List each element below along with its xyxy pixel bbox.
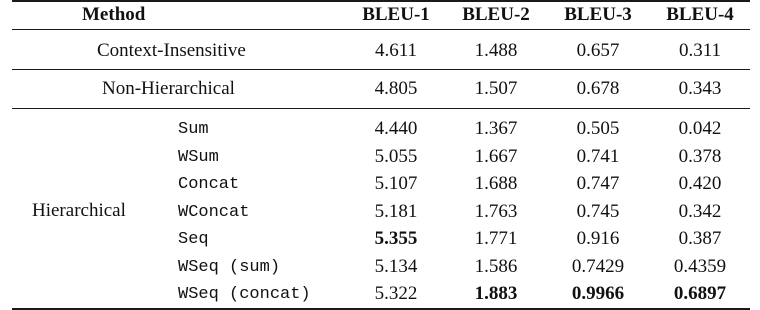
- header-bleu1: BLEU-1: [362, 4, 430, 25]
- variant-label: WSeq (concat): [178, 285, 311, 304]
- table-cell: 5.355: [374, 228, 418, 249]
- header-rule: [12, 29, 750, 30]
- method-label: Context-Insensitive: [97, 40, 246, 61]
- header-bleu3: BLEU-3: [564, 4, 632, 25]
- table-cell: 1.507: [474, 78, 518, 99]
- table-cell: 0.311: [678, 40, 722, 61]
- table-cell: 0.7429: [571, 256, 625, 277]
- group-label-hierarchical: Hierarchical: [32, 200, 126, 221]
- variant-label: Concat: [178, 175, 240, 194]
- table-cell: 0.6897: [673, 283, 727, 304]
- table-cell: 0.420: [678, 173, 722, 194]
- table-cell: 0.916: [576, 228, 620, 249]
- table-cell: 0.9966: [571, 283, 625, 304]
- table-cell: 1.688: [474, 173, 518, 194]
- table-cell: 0.378: [678, 146, 722, 167]
- table-cell: 5.134: [374, 256, 418, 277]
- table-cell: 1.763: [474, 201, 518, 222]
- table-cell: 0.747: [576, 173, 620, 194]
- table-cell: 0.387: [678, 228, 722, 249]
- table-cell: 0.505: [576, 118, 620, 139]
- table-cell: 4.611: [374, 40, 418, 61]
- table-cell: 5.055: [374, 146, 418, 167]
- table-cell: 5.181: [374, 201, 418, 222]
- table-cell: 1.667: [474, 146, 518, 167]
- table-cell: 1.586: [474, 256, 518, 277]
- table-cell: 1.771: [474, 228, 518, 249]
- table-cell: 5.322: [374, 283, 418, 304]
- row-rule: [12, 69, 750, 70]
- table-cell: 1.883: [474, 283, 518, 304]
- table-cell: 4.440: [374, 118, 418, 139]
- table-cell: 0.342: [678, 201, 722, 222]
- table-cell: 0.678: [576, 78, 620, 99]
- table-cell: 1.367: [474, 118, 518, 139]
- table-cell: 0.657: [576, 40, 620, 61]
- table-cell: 0.4359: [673, 256, 727, 277]
- method-label: Non-Hierarchical: [102, 78, 235, 99]
- table-cell: 0.745: [576, 201, 620, 222]
- header-bleu4: BLEU-4: [666, 4, 734, 25]
- table-cell: 0.741: [576, 146, 620, 167]
- variant-label: WSum: [178, 148, 219, 167]
- table-cell: 1.488: [474, 40, 518, 61]
- variant-label: Seq: [178, 230, 209, 249]
- header-method: Method: [82, 4, 146, 25]
- table-cell: 0.343: [678, 78, 722, 99]
- variant-label: WSeq (sum): [178, 258, 281, 277]
- table-cell: 4.805: [374, 78, 418, 99]
- variant-label: Sum: [178, 120, 209, 139]
- top-rule: [12, 0, 750, 2]
- table-cell: 0.042: [678, 118, 722, 139]
- variant-label: WConcat: [178, 203, 250, 222]
- table-cell: 5.107: [374, 173, 418, 194]
- row-rule: [12, 108, 750, 109]
- header-bleu2: BLEU-2: [462, 4, 530, 25]
